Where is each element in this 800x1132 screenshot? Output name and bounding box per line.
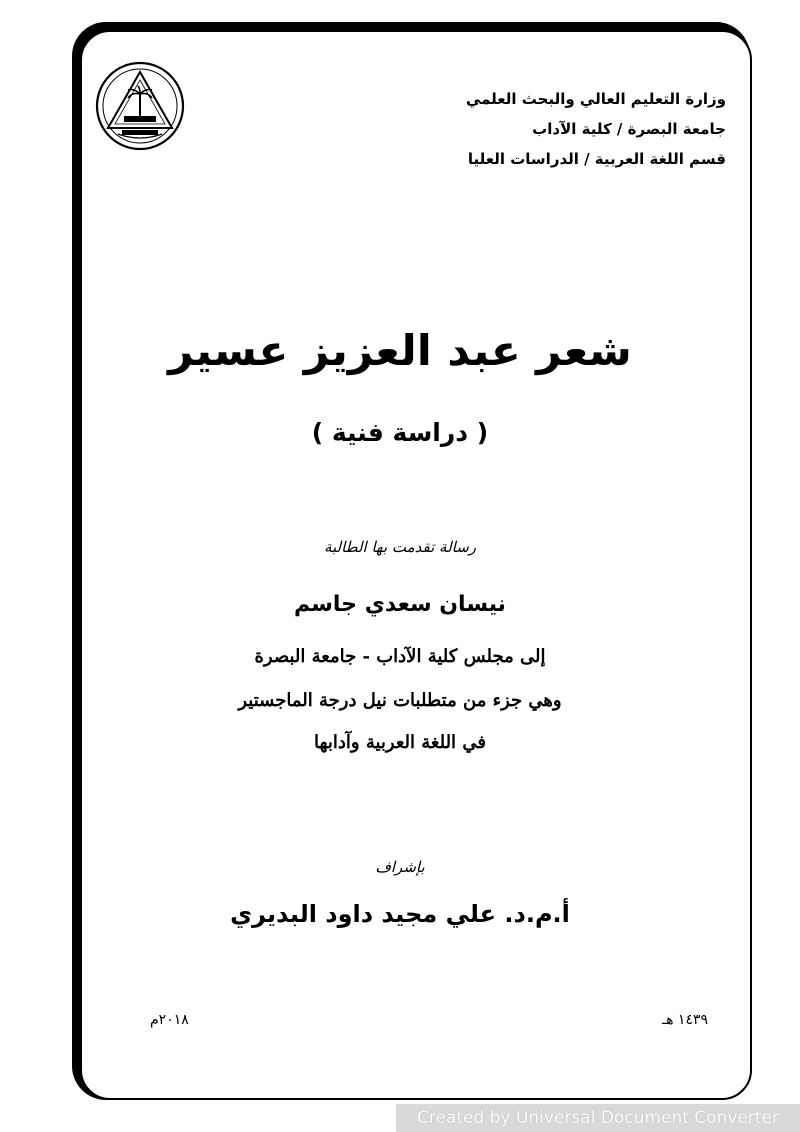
supervision-label: بإشراف bbox=[375, 858, 425, 876]
date-hijri: ١٤٣٩ هـ bbox=[661, 1012, 708, 1028]
date-gregorian: ٢٠١٨م bbox=[150, 1012, 189, 1028]
ministry-line: وزارة التعليم العالي والبحث العلمي bbox=[465, 90, 726, 108]
page-frame bbox=[80, 30, 752, 1100]
institution-header bbox=[466, 84, 726, 174]
thesis-title: شعر عبد العزيز عسير bbox=[168, 326, 632, 375]
converter-watermark: Created by Universal Document Converter bbox=[396, 1104, 800, 1132]
supervisor-name: أ.م.د. علي مجيد داود البديري bbox=[230, 900, 570, 928]
thesis-subtitle: ( دراسة فنية ) bbox=[311, 418, 489, 447]
description-line-3: في اللغة العربية وآدابها bbox=[314, 732, 486, 753]
description-line-2: وهي جزء من متطلبات نيل درجة الماجستير bbox=[238, 690, 562, 711]
submitted-by-label: رسالة تقدمت بها الطالبة bbox=[323, 538, 477, 556]
university-line: جامعة البصرة / كلية الآداب bbox=[532, 120, 726, 138]
department-line: قسم اللغة العربية / الدراسات العليا bbox=[467, 150, 726, 168]
student-name: نيسان سعدي جاسم bbox=[294, 592, 506, 617]
university-logo-icon bbox=[94, 60, 186, 152]
description-line-1: إلى مجلس كلية الآداب - جامعة البصرة bbox=[254, 646, 546, 667]
